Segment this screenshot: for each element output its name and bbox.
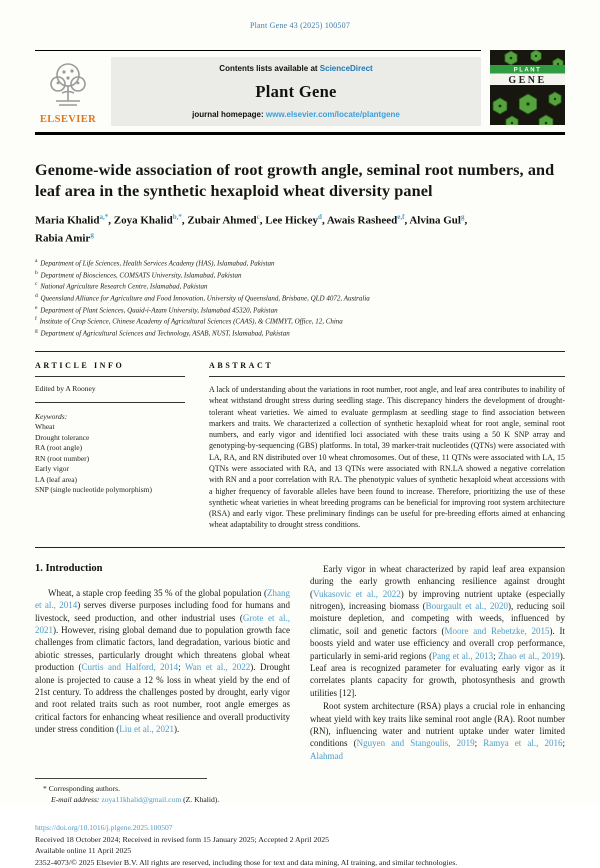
keyword-item: RN (root number) [35,453,90,463]
intro-right-column [310,563,565,763]
header-thick-rule [35,132,565,135]
contents-line [219,64,372,73]
keywords-label: Keywords: [35,411,68,421]
affiliation-letter: d [35,292,38,299]
article-title: Genome-wide association of root growth angle, seminal root numbers, and leaf area in the synthetic hexaploid wheat diversity panel [35,161,555,200]
inline-link[interactable]: zoya11khalid@gmail.com [101,795,182,805]
affiliation-letter: a [35,257,38,264]
journal-header [35,50,565,126]
affiliation-item [35,327,565,339]
text-run: , Alvina Gul [404,215,461,228]
text-run: Early vigor in wheat characterized by rapid leaf area expansion during the early growth enhancing resilience against drought ( [310,563,565,599]
edited-by: Edited by A Rooney [35,383,96,393]
affiliation-text: Institute of Crop Science, Chinese Academy of Agricultural Sciences (CAAS), & CIMMYT, Office, 12, China [39,317,343,326]
received-line: Received 18 October 2024; Received in revised form 15 January 2025; Accepted 2 April 2025 [35,834,330,844]
text-run: , Awais Rasheed [321,215,398,228]
affiliation-text: National Agriculture Research Centre, Islamabad, Pakistan [40,282,208,291]
author-list [35,212,565,246]
inline-link[interactable]: Wan et al., 2022 [185,662,251,673]
superscript: a,* [99,213,109,222]
article-info-column [35,361,185,531]
inline-link[interactable]: Alahmad [310,750,343,761]
text-run: Rabia Amir [35,232,91,245]
inline-link[interactable]: Nguyen and Stangoulis, 2019 [356,738,475,749]
page-footer [35,822,565,868]
doi-link[interactable]: https://doi.org/10.1016/j.plgene.2025.100507 [35,823,173,833]
inline-link[interactable]: Curtis and Halford, 2014 [81,662,179,673]
text-run: ). Drought alone is projected to cause a 12 % loss in wheat yield by the end of 21st century. To address the challenges posted by drought, early vigor and root related traits such as root number, root angle emerges as critical factors for enhancing wheat resilience and overall productivity under stress condition ( [35,662,290,735]
text-run: , Zoya Khalid [108,215,173,228]
keyword-item: Wheat [35,421,55,431]
text-run: ) serves diverse purposes including food for humans and livestock, seed production, and other industrial uses ( [35,600,290,623]
superscript: g [90,230,94,239]
text-run: ). Leaf area is recognized parameter for evaluating early vigor as it correlates plants capacity for growth, photosynthesis and growth utilities [12]. [310,650,565,698]
contents-prefix: Contents lists available at [219,64,320,73]
inline-link[interactable]: Zhao et al., 2019 [498,650,560,661]
text-run: ; [474,738,484,749]
elsevier-wordmark: ELSEVIER [39,114,97,125]
inline-link[interactable]: Moore and Rebetzke, 2015 [444,625,550,636]
affiliation-text: Department of Agricultural Sciences and Technology, ASAB, NUST, Islamabad, Pakistan [40,329,290,338]
cover-plant-label: PLANT [513,67,542,74]
affiliation-text: Queensland Alliance for Agriculture and Food Innovation, University of Queensland, Brisbane, QLD 4072, Australia [40,294,370,303]
introduction-section [35,563,565,763]
text-run: , [464,215,468,228]
affiliation-list [35,257,565,339]
superscript: d [318,213,322,222]
abstract-heading: ABSTRACT [209,360,274,370]
homepage-line [192,110,400,119]
header-left [35,50,481,126]
homepage-prefix: journal homepage: [192,110,266,119]
text-run: ). [173,724,180,735]
inline-link[interactable]: Liu et al., 2021 [119,724,174,735]
divider [35,376,185,377]
inline-link[interactable]: Vukasovic et al., 2022 [313,588,401,599]
affiliation-letter: g [35,328,38,335]
article-info-heading: ARTICLE INFO [35,360,125,370]
inline-link[interactable]: Bourgault et al., 2020 [425,601,508,611]
keyword-item: SNP (single nucleotide polymorphism) [35,485,153,495]
corresponding-authors-note: * Corresponding authors. [43,784,120,794]
text-run: , Zubair Ahmed [181,215,257,228]
inline-link[interactable]: Pang et al., 2013 [432,650,494,661]
superscript: e,f [397,213,405,222]
affiliation-item [35,304,565,316]
copyright-line: 2352-4073/© 2025 Elsevier B.V. All rights are reserved, including those for text and data mining, AI training, and similar technologies. [35,857,458,867]
text-run: (Z. Khalid). [181,795,220,805]
elsevier-logo [35,51,101,126]
affiliation-item [35,269,565,281]
inline-link[interactable]: Zhang et al., 2014 [35,587,290,611]
affiliation-item [35,292,565,304]
affiliation-letter: e [35,304,38,311]
affiliation-letter: b [35,269,38,276]
text-run: Root system architecture (RSA) plays a crucial role in enhancing wheat yield with key traits like seminal root angle (RA). Root number (RN), influencing water and nutrient uptake under water limited conditions ( [310,701,565,749]
info-abstract-section [35,351,565,548]
affiliation-letter: f [35,316,37,323]
cover-gene-label: GENE [508,74,547,86]
text-run: Wheat, a staple crop feeding 35 % of the global population ( [48,587,267,598]
affiliation-letter: c [35,281,38,288]
text-run: ; [493,650,499,661]
text-run: ; [178,662,186,673]
affiliation-item [35,280,565,292]
text-run: ) by improving nutrient uptake (especially nitrogen), increasing biomass ( [310,588,565,611]
abstract-text: A lack of understanding about the variations in root number, root angle, and leaf area contributes to inability of wheat withstand drought stress during seedling stage. This discrepancy hinders the development of drought-tolerant wheat varieties. We aimed to evaluate germplasm at seedling stage to find association between markers and traits. We characterized a collection of synthetic hexaploid wheat for root angle, seminal root numbers, and early vigor and identified loci associated with these traits using a 50 K SNP array and genotyping-by-sequencing (GBS) platforms. In total, 39 marker-trait nucleotides (QTNs) were associated with LA, RA, and RN distributed over 10 wheat chromosomes. Out of these, 11 QTNs were associated with LA, 15 QTNs were associated with RA, and 13 QTNs were associated with RN.LA showed a negative correlation with RN and a poor correlation with RA. The phenotypic values of synthetic hexaploid wheat accessions with a higher frequency of favorable alleles have been found to increase. Therefore, prioritizing the use of these synthetic wheat varieties in wheat breeding programs can be beneficial for improving root system architecture (RSA) and early vigor. These preliminary findings can be useful for pre-breeding efforts aimed at enhancing wheat adaptability to drought stress conditions. [209,384,565,530]
text-run: Maria Khalid [35,215,100,228]
intro-paragraph-3 [310,700,565,762]
affiliation-text: Department of Biosciences, COMSATS University, Islamabad, Pakistan [40,270,242,279]
divider [35,402,185,403]
text-run: E-mail address: [51,795,102,805]
email-line [35,795,565,804]
abstract-column [209,361,565,531]
sciencedirect-link[interactable]: ScienceDirect [319,64,373,73]
affiliation-item [35,257,565,269]
text-run: ; [562,738,565,749]
journal-citation: Plant Gene 43 (2025) 100507 [249,21,351,30]
keyword-item: RA (root angle) [35,443,83,453]
keyword-item: LA (leaf area) [35,474,78,484]
journal-name: Plant Gene [255,81,337,101]
inline-link[interactable]: Ramya et al., 2016 [483,738,563,749]
header-band [111,57,481,126]
divider [209,376,565,377]
elsevier-tree-icon [40,57,96,113]
text-run: ), reducing soil moisture depletion, and competing with weeds, influenced by climatic, soil and genetic factors ( [310,601,565,636]
superscript: g [460,213,465,222]
inline-link[interactable]: Grote et al., 2021 [35,612,290,635]
keyword-item: Early vigor [35,464,69,474]
intro-left-column [35,563,290,763]
footnote-block [35,778,565,804]
superscript: b,* [172,213,182,222]
affiliation-text: Department of Plant Sciences, Quaid-i-Azam University, Islamabad 45320, Pakistan [40,306,278,315]
affiliation-item [35,315,565,327]
intro-paragraph-2 [310,563,565,699]
journal-cover [490,50,565,125]
intro-heading: 1. Introduction [35,562,103,574]
text-run: , Lee Hickey [259,215,319,228]
keyword-item: Drought tolerance [35,432,90,442]
footnote-rule [35,778,207,779]
text-run: ). However, rising global demand due to population growth face challenges from climatic factors, land degradation, various biotic and abiotic stresses, particularly drought which threatens global wheat production ( [35,625,290,673]
text-run: ). It boosts yield and water use efficiency and overall crop performance, particularly in semi-arid regions ( [310,625,566,661]
intro-paragraph-1 [35,587,290,736]
homepage-link[interactable]: www.elsevier.com/locate/plantgene [265,110,400,119]
available-online-line: Available online 11 April 2025 [35,846,132,856]
affiliation-text: Department of Life Sciences, Health Services Academy (HAS), Islamabad, Pakistan [40,259,275,268]
superscript: c [256,213,260,222]
